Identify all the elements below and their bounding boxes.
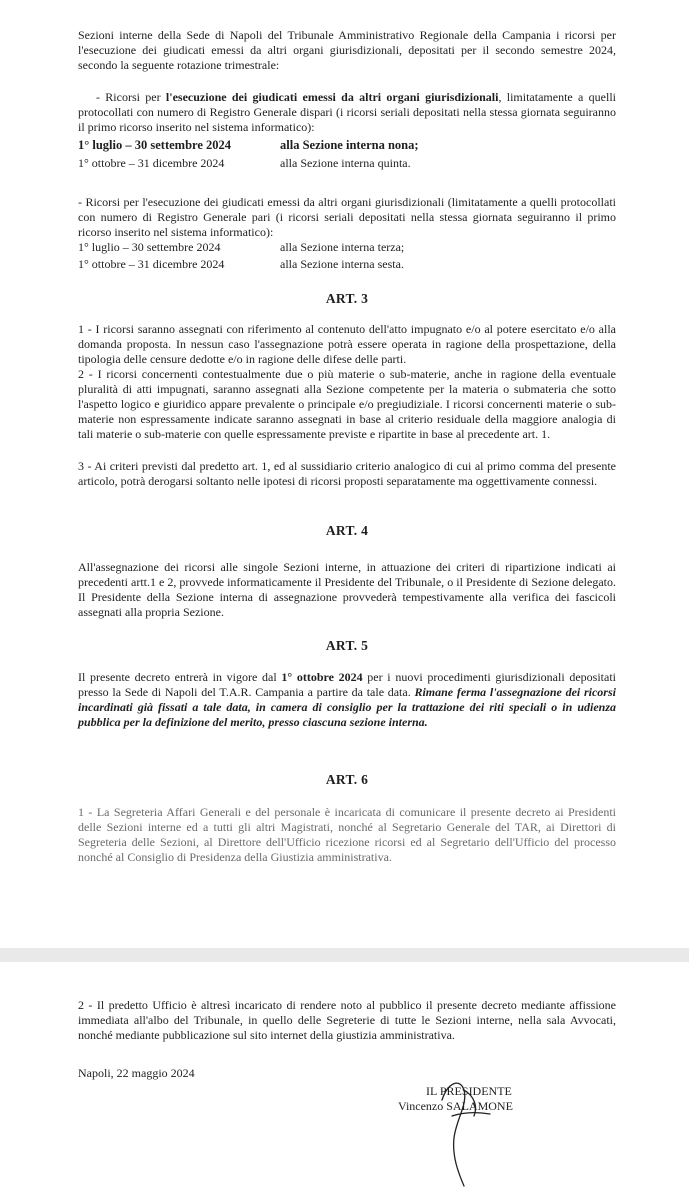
handwritten-signature	[434, 1076, 554, 1196]
art5-paragraph: Il presente decreto entrerà in vigore dal 1° ottobre 2024 per i nuovi procedimenti giurisdizionali depositati presso la Sede di Napoli del T.A.R. Campania a partire da tale data. Rimane ferma l'assegnazione dei ricorsi incardinati già fissati a tale data, in camera di consiglio per la trattazione dei riti speciali o in udienza pubblica per la definizione del merito, presso ciascuna sezione interna.	[78, 670, 617, 729]
art6-heading: ART. 6	[325, 772, 369, 787]
pari-row-1: 1° luglio – 30 settembre 2024 alla Sezione interna terza;	[78, 240, 405, 254]
signatory-name: Vincenzo SALAMONE	[398, 1099, 513, 1113]
art4-paragraph: All'assegnazione dei ricorsi alle singole Sezioni interne, in attuazione dei criteri di ripartizione indicati ai precedenti artt.1 e 2, provvede informaticamente il Presidente del Tribunale, o il Presidente di Sezione delegato. Il Presidente della Sezione interna di assegnazione provvederà tempestivamente alla verifica dei fascicoli assegnati alla propria Sezione.	[78, 560, 616, 619]
dispari-paragraph: - Ricorsi per l'esecuzione dei giudicati emessi da altri organi giurisdizionali, limitatamente a quelli protocollati con numero di Registro Generale dispari (i ricorsi seriali depositati nella stessa giornata seguiranno il primo ricorso inserito nel sistema informatico):	[78, 90, 617, 134]
dispari-row-2: 1° ottobre – 31 dicembre 2024 alla Sezione interna quinta.	[78, 156, 411, 170]
intro-paragraph: Sezioni interne della Sede di Napoli del Tribunale Amministrativo Regionale della Campania i ricorsi per l'esecuzione dei giudicati emessi da altri organi giurisdizionali, depositati per il secondo semestre 2024, secondo la seguente rotazione trimestrale:	[78, 28, 616, 72]
page-separator	[0, 948, 689, 962]
document-date: Napoli, 22 maggio 2024	[78, 1066, 195, 1080]
art6-paragraph-2: 2 - Il predetto Ufficio è altresì incaricato di rendere noto al pubblico il presente decreto mediante affissione immediata all'albo del Tribunale, in quello delle Segreterie di tutte le Sezioni interne, nella sala Avvocati, nonché mediante pubblicazione sul sito internet della giustizia amministrativa.	[78, 998, 616, 1042]
art3-paragraph-1: 1 - I ricorsi saranno assegnati con riferimento al contenuto dell'atto impugnato e/o al potere esercitato e/o alla domanda proposta. In nessun caso l'assegnazione potrà essere operata in ragione della prospettazione, della tipologia delle censure dedotte e/o in ragione delle difese delle parti.	[78, 322, 616, 366]
pari-paragraph: - Ricorsi per l'esecuzione dei giudicati emessi da altri organi giurisdizionali (limitatamente a quelli protocollati con numero di Registro Generale pari (i ricorsi seriali depositati nella stessa giornata seguiranno il primo ricorso inserito nel sistema informatico):	[78, 195, 616, 239]
signatory-title: IL PRESIDENTE	[426, 1084, 512, 1098]
art4-heading: ART. 4	[325, 523, 369, 538]
art3-paragraph-2: 2 - I ricorsi concernenti contestualmente due o più materie o sub-materie, anche in ragione della eventuale pluralità di atti impugnati, saranno assegnati alla Sezione competente per la materia o submateria che sotto l'aspetto logico e giuridico appare prevalente o principale e/o pregiudiziale. I ricorsi concernenti materie o sub-materie non espressamente indicate saranno assegnati in base al criterio residuale della maggiore analogia di tali materie o sub-materie con quelle espressamente previste e ripartite in base al precedente art. 1.	[78, 367, 616, 441]
art3-paragraph-3: 3 - Ai criteri previsti dal predetto art. 1, ed al sussidiario criterio analogico di cui al primo comma del presente articolo, potrà derogarsi soltanto nelle ipotesi di ricorsi proposti separatamente ma oggettivamente connessi.	[78, 459, 616, 488]
pari-row-2: 1° ottobre – 31 dicembre 2024 alla Sezione interna sesta.	[78, 257, 404, 271]
art6-paragraph-1: 1 - La Segreteria Affari Generali e del personale è incaricata di comunicare il presente decreto ai Presidenti delle Sezioni interne ed a tutti gli altri Magistrati, nonché al Segretario Generale del TAR, ai Direttori di Segreteria delle Sezioni, al Direttore dell'Ufficio ricezione ricorsi ed al Segretario dell'Ufficio del processo nonché al Consiglio di Presidenza della Giustizia amministrativa.	[78, 805, 616, 864]
dispari-row-1: 1° luglio – 30 settembre 2024 alla Sezione interna nona;	[78, 138, 419, 152]
art3-heading: ART. 3	[325, 291, 369, 306]
art5-heading: ART. 5	[325, 638, 369, 653]
